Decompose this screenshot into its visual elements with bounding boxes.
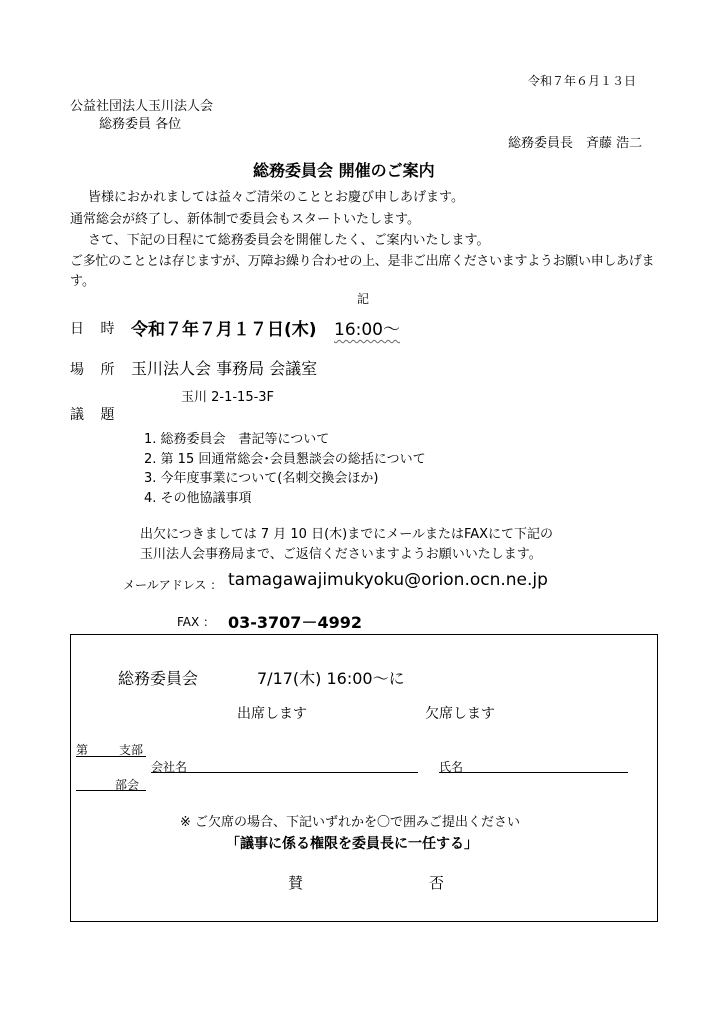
agenda-label: 議 題: [70, 407, 121, 423]
organization-name: 公益社団法人玉川法人会: [70, 99, 214, 114]
company-field[interactable]: [151, 772, 418, 773]
reject-option[interactable]: 否: [429, 874, 445, 892]
absent-option[interactable]: 欠席します: [425, 706, 495, 722]
place-label: 場 所: [70, 362, 121, 378]
branch-suffix: 支部: [119, 743, 144, 757]
branch-underline[interactable]: [76, 756, 146, 757]
document-date: 令和７年６月１３日: [528, 74, 637, 88]
meeting-time: 16:00～: [334, 320, 400, 340]
body-line-1: 皆様におかれましては益々ご清栄のこととお慶び申しあげます。: [88, 190, 464, 205]
place-name: 玉川法人会 事務局 会議室: [131, 359, 318, 378]
section-suffix: 部会: [115, 778, 140, 792]
name-field[interactable]: [439, 772, 628, 773]
form-heading-datetime: 7/17(木) 16:00～に: [257, 669, 405, 688]
company-label: 会社名: [151, 760, 188, 774]
approve-option[interactable]: 賛: [288, 874, 304, 892]
absence-note: ※ ご欠席の場合、下記いずれかを〇で囲みご提出ください: [180, 815, 521, 830]
addressee: 総務委員 各位: [99, 117, 182, 132]
ki-mark: 記: [357, 292, 370, 306]
email-label: メールアドレス ：: [123, 578, 223, 592]
fax-label: FAX ：: [177, 615, 216, 629]
form-heading-committee: 総務委員会: [118, 669, 199, 688]
body-line-4: ご多忙のこととは存じますが、万障お繰り合わせの上、是非ご出席くださいますようお願い申しあげま: [70, 254, 655, 269]
fax-number: 03-3707－4992: [228, 613, 362, 632]
section-underline[interactable]: [76, 790, 146, 791]
place-address: 玉川 2-1-15-3F: [181, 390, 275, 405]
attend-option[interactable]: 出席します: [237, 706, 307, 722]
email-address: tamagawajimukyoku@orion.ocn.ne.jp: [228, 570, 548, 590]
agenda-item: 3. 今年度事業について(名刺交換会ほか): [144, 471, 379, 486]
body-line-5: す。: [70, 274, 95, 289]
branch-prefix: 第: [76, 743, 89, 757]
name-label: 氏名: [439, 760, 464, 774]
delegation-statement: 「議事に係る権限を委員長に一任する」: [226, 836, 478, 852]
reply-note-line-1: 出欠につきましては 7 月 10 日(木)までにメールまたはFAXにて下記の: [140, 527, 554, 542]
body-line-2: 通常総会が終了し、新体制で委員会もスタートいたします。: [70, 212, 420, 227]
agenda-item: 1. 総務委員会 書記等について: [144, 432, 330, 447]
reply-note-line-2: 玉川法人会事務局まで、ご返信くださいますようお願いいたします。: [140, 547, 542, 562]
body-line-3: さて、下記の日程にて総務委員会を開催したく、ご案内いたします。: [88, 233, 490, 248]
page-title: 総務委員会 開催のご案内: [253, 161, 435, 180]
sender: 総務委員長 斉藤 浩二: [508, 136, 643, 151]
agenda-item: 2. 第 15 回通常総会･会員懇談会の総括について: [144, 452, 426, 467]
datetime-label: 日 時: [70, 321, 121, 337]
meeting-date: 令和７年７月１７日(木): [131, 320, 317, 340]
agenda-item: 4. その他協議事項: [144, 491, 252, 506]
